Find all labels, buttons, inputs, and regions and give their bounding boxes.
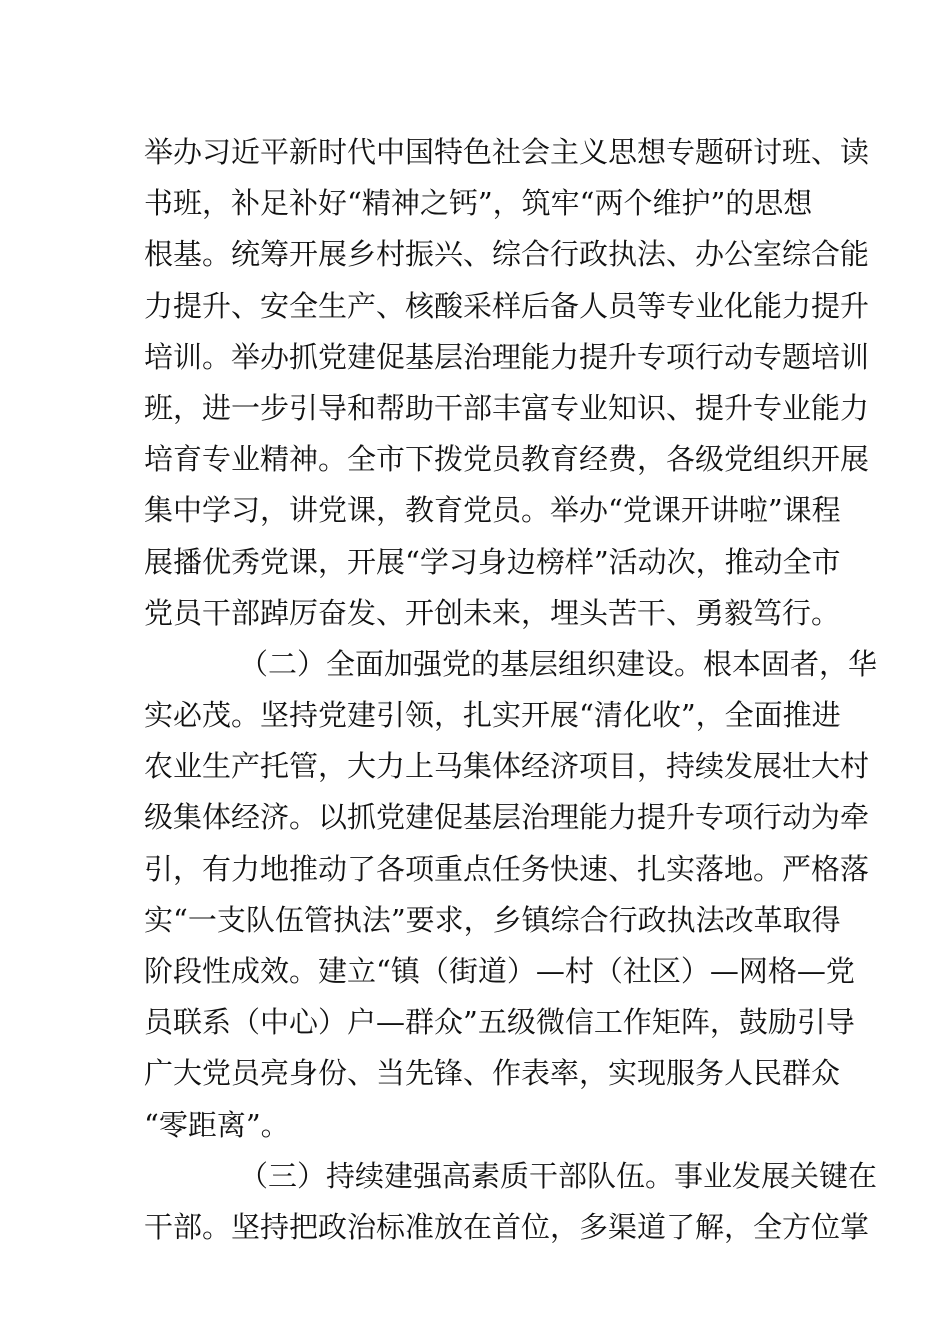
text-line: 举办习近平新时代中国特色社会主义思想专题研讨班、读	[144, 135, 870, 169]
text-line: 书班，补足补好“精神之钙”，筑牢“两个维护”的思想	[144, 186, 813, 221]
section-heading-line: （二）全面加强党的基层组织建设。根本固者，华	[239, 646, 878, 681]
text-line: 培训。举办抓党建促基层治理能力提升专项行动专题培训	[144, 339, 870, 374]
text-line: 实“一支队伍管执法”要求，乡镇综合行政执法改革取得	[144, 902, 841, 937]
text-line: 实必茂。坚持党建引领，扎实开展“清化收”，全面推进	[144, 698, 841, 733]
text-line: 级集体经济。以抓党建促基层治理能力提升专项行动为牵	[144, 800, 870, 835]
text-line: 根基。统筹开展乡村振兴、综合行政执法、办公室综合能	[144, 237, 870, 272]
text-line: 干部。坚持把政治标准放在首位，多渠道了解，全方位掌	[144, 1209, 870, 1244]
text-line: 力提升、安全生产、核酸采样后备人员等专业化能力提升	[144, 288, 870, 323]
text-line: 广大党员亮身份、当先锋、作表率，实现服务人民群众	[144, 1056, 841, 1091]
text-line: 农业生产托管，大力上马集体经济项目，持续发展壮大村	[144, 749, 870, 784]
text-line: 引，有力地推动了各项重点任务快速、扎实落地。严格落	[144, 851, 870, 886]
text-line: 阶段性成效。建立“镇（街道）—村（社区）—网格—党	[144, 954, 855, 988]
section-heading-line: （三）持续建强高素质干部队伍。事业发展关键在	[239, 1158, 878, 1193]
text-line: 党员干部踔厉奋发、开创未来，埋头苦干、勇毅笃行。	[144, 595, 841, 630]
text-line: 集中学习，讲党课，教育党员。举办“党课开讲啦”课程	[144, 493, 841, 528]
text-line: 班，进一步引导和帮助干部丰富专业知识、提升专业能力	[144, 390, 870, 425]
text-line: 展播优秀党课，开展“学习身边榜样”活动次，推动全市	[144, 544, 841, 579]
text-line: 员联系（中心）户—群众”五级微信工作矩阵，鼓励引导	[144, 1005, 855, 1040]
text-line: 培育专业精神。全市下拨党员教育经费，各级党组织开展	[144, 442, 870, 477]
text-line: “零距离”。	[144, 1107, 290, 1142]
document-body	[144, 127, 878, 1253]
